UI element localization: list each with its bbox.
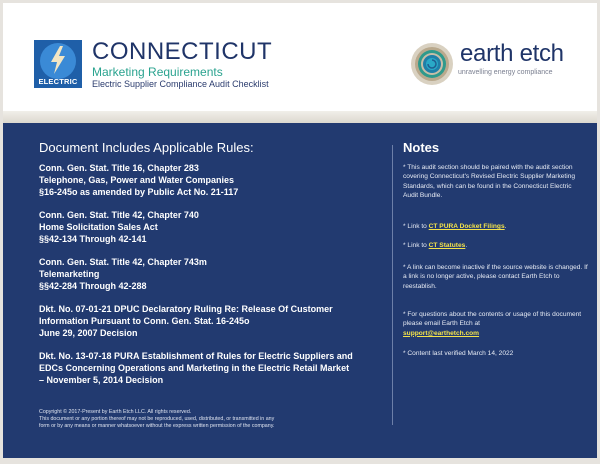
note-pairing: * This audit section should be paired with the audit section covering Connecticut's Revised Electric Supplier Marketing Standards, which can be found in the Connecticut Electric Audit Bundle. xyxy=(403,164,576,200)
badge-label: ELECTRIC xyxy=(38,77,78,86)
page-subtitle: Marketing Requirements xyxy=(92,65,223,79)
rule-line: Conn. Gen. Stat. Title 42, Chapter 740 xyxy=(39,210,199,220)
note-suffix: . xyxy=(465,242,468,249)
note-link-statutes xyxy=(403,241,588,250)
rule-line: Dkt. No. 07-01-21 DPUC Declaratory Ruling Re: Release Of Customer xyxy=(39,304,333,314)
rule-line: Home Solicitation Sales Act xyxy=(39,222,158,232)
rule-line: June 29, 2007 Decision xyxy=(39,328,138,338)
support-email-link[interactable]: support@earthetch.com xyxy=(403,329,480,337)
note-link-pura xyxy=(403,222,588,231)
rule-item xyxy=(39,209,199,245)
note-inactive-links: * A link can become inactive if the source website is changed. If a link is no longer active, please contact Earth Etch to reestablish. xyxy=(403,264,588,290)
header-divider-strip xyxy=(3,111,597,123)
rule-item xyxy=(39,256,207,292)
rule-line: §§42-134 Through 42-141 xyxy=(39,234,147,244)
earth-etch-logo-icon xyxy=(410,42,454,86)
rule-line: EDCs Concerning Operations and Marketing in the Electric Retail Market xyxy=(39,363,350,373)
note-questions xyxy=(403,310,588,338)
rule-line: §§42-284 Through 42-288 xyxy=(39,281,147,291)
note-prefix: * Link to xyxy=(403,242,429,249)
rule-line: Information Pursuant to Conn. Gen. Stat. 16-245o xyxy=(39,316,250,326)
copyright-line: This document or any portion thereof may not be reproduced, used, distributed, or transmitted in any xyxy=(39,416,275,422)
notes-heading: Notes xyxy=(403,140,440,155)
rule-line: §16-245o as amended by Public Act No. 21-117 xyxy=(39,187,239,197)
rules-heading: Document Includes Applicable Rules: xyxy=(39,140,254,155)
electric-badge xyxy=(34,40,82,88)
page-description: Electric Supplier Compliance Audit Checklist xyxy=(92,79,269,89)
rule-line: – November 5, 2014 Decision xyxy=(39,375,164,385)
ct-pura-docket-filings-link[interactable]: CT PURA Docket Filings xyxy=(428,223,505,230)
rule-line: Telemarketing xyxy=(39,269,100,279)
logo-tagline: unravelling energy compliance xyxy=(458,69,553,76)
rule-item xyxy=(39,303,333,339)
rule-line: Telephone, Gas, Power and Water Companies xyxy=(39,175,235,185)
note-prefix: * Link to xyxy=(403,223,429,230)
page-title: CONNECTICUT xyxy=(92,38,273,65)
copyright-notice xyxy=(39,409,274,430)
ct-statutes-link[interactable]: CT Statutes xyxy=(428,242,466,249)
copyright-line: Copyright © 2017-Present by Earth Etch LLC. All rights reserved. xyxy=(39,409,192,415)
rule-item xyxy=(39,162,238,198)
logo-name: earth etch xyxy=(460,40,564,67)
rule-line: Conn. Gen. Stat. Title 42, Chapter 743m xyxy=(39,257,207,267)
lightning-bolt-icon xyxy=(48,46,68,74)
note-questions-text: * For questions about the contents or usage of this document please email Earth Etch at xyxy=(403,311,582,328)
note-verified: * Content last verified March 14, 2022 xyxy=(403,350,514,357)
rule-line: Dkt. No. 13-07-18 PURA Establishment of Rules for Electric Suppliers and xyxy=(39,351,353,361)
rule-item xyxy=(39,350,353,386)
note-suffix: . xyxy=(504,223,507,230)
copyright-line: form or by any means or manner whatsoever without the express written permission of the company. xyxy=(39,423,275,429)
column-divider xyxy=(392,145,393,425)
rule-line: Conn. Gen. Stat. Title 16, Chapter 283 xyxy=(39,163,199,173)
